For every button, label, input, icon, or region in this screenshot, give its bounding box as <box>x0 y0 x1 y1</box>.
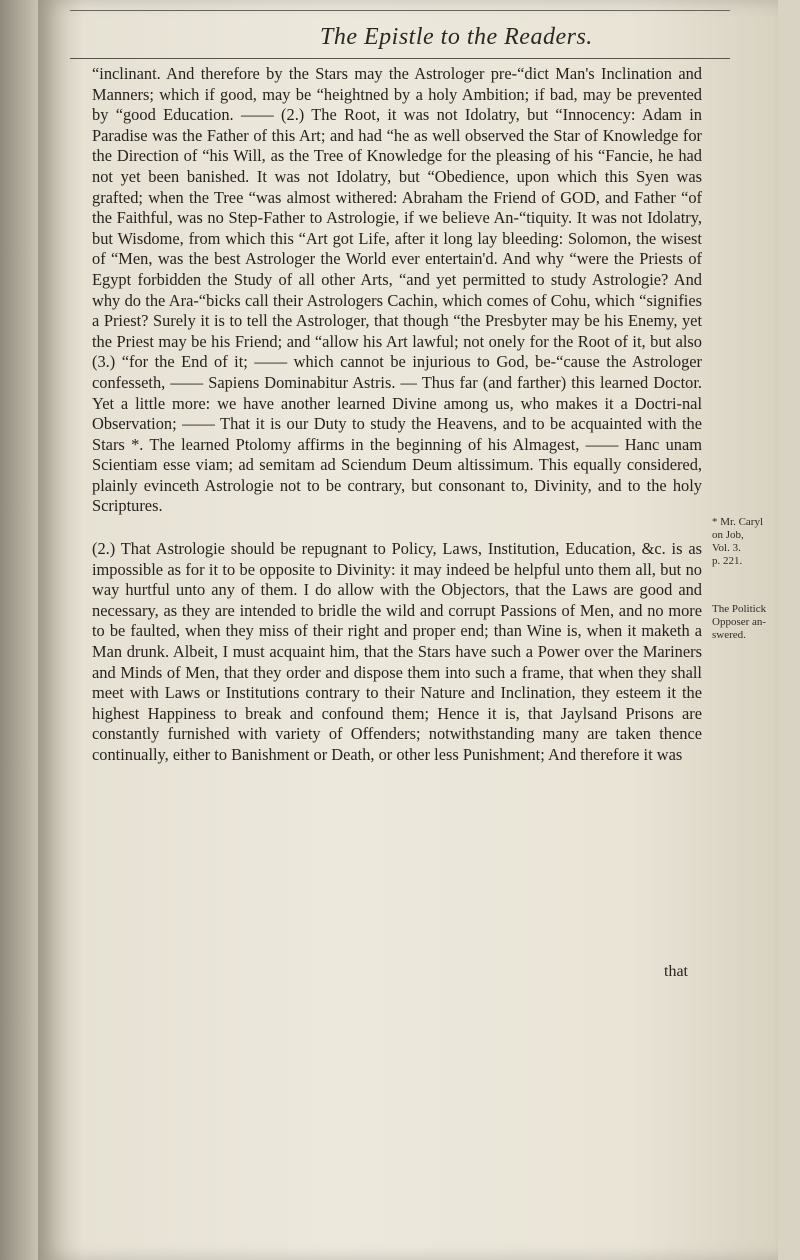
margin-note-politick <box>712 603 766 642</box>
top-rule <box>70 10 730 11</box>
page-gutter <box>0 0 38 1260</box>
paragraph-2: (2.) That Astrologie should be repugnant to Policy, Laws, Institution, Education, &c. is as impossible as for it to be opposite to Divinity: it may indeed be helpful unto them all, but no way hurtful unto any of them. I do allow with the Objectors, that the Laws are good and necessary, as they are intended to bridle the wild and corrupt Passions of Men, and no more to be faulted, when they miss of their right and proper end; than Wine is, when it maketh a Man drunk. Albeit, I must acquaint him, that the Stars have such a Power over the Mariners and Minds of Men, that they order and dispose them into such a frame, that when they shall meet with Laws or Institutions contrary to their Nature and Inclination, they esteem it the highest Happiness to break and confound them; Hence it is, that Jaylsand Prisons are constantly furnished with variety of Offenders; notwithstanding many are taken thence continually, either to Banishment or Death, or other less Punishment; And therefore it was <box>92 539 702 764</box>
margin-note-politick-line3: swered. <box>712 629 746 641</box>
page-header-title: The Epistle to the Readers. <box>320 24 593 50</box>
margin-note-politick-line1: The Politick <box>712 603 767 615</box>
header-rule <box>70 58 730 59</box>
margin-note-politick-line2: Opposer an- <box>712 616 767 628</box>
margin-note-caryl-line1: * Mr. Caryl <box>712 516 764 528</box>
margin-note-caryl <box>712 516 763 568</box>
body-text <box>92 64 702 766</box>
catchword: that <box>664 963 688 980</box>
margin-note-caryl-line2: on Job, <box>712 529 744 541</box>
margin-note-caryl-line4: p. 221. <box>712 555 743 567</box>
margin-note-caryl-line3: Vol. 3. <box>712 542 741 554</box>
paragraph-1: “inclinant. And therefore by the Stars may the Astrologer pre-“dict Man's Inclination and Manners; which if good, may be “heightned by a holy Ambition; if bad, may be prevented by “good Education. —— (2.) The Root, it was not Idolatry, but “Innocency: Adam in Paradise was the Father of this Art; and had “he as well observed the Star of Knowledge for the Direction of “his Will, as the Tree of Knowledge for the pleasing of his “Fancie, he had not yet been banished. It was not Idolatry, but “Obedience, upon which this Syen was grafted; when the Tree “was almost withered: Abraham the Friend of GOD, and Father “of the Faithful, was no Step-Father to Astrologie, if we believe An-“tiquity. It was not Idolatry, but Wisdome, from which this “Art got Life, after it long lay bleeding: Solomon, the wisest of “Men, was the best Astrologer the World ever entertain'd. And why “were the Priests of Egypt forbidden the Study of all other Arts, “and yet permitted to study Astrologie? And why do the Ara-“bicks call their Astrologers Cachin, which comes of Cohu, which “signifies a Priest? Surely it is to tell the Astrologer, that though “the Presbyter may be his Enemy, yet the Priest may be his Friend; and “allow his Art lawful; not onely for the Root of it, but also (3.) “for the End of it; —— which cannot be injurious to God, be-“cause the Astrologer confesseth, —— Sapiens Dominabitur Astris. — Thus far (and farther) this learned Doctor. Yet a little more: we have another learned Divine among us, who makes it a Doctri-nal Observation; —— That it is our Duty to study the Heavens, and to be acquainted with the Stars *. The learned Ptolomy affirms in the beginning of his Almagest, —— Hanc unam Scientiam esse viam; ad semitam ad Sciendum Deum altissimum. This equally considered, plainly evinceth Astrologie not to be contrary, but consonant to, Divinity, and to the holy Scriptures. <box>92 64 702 516</box>
